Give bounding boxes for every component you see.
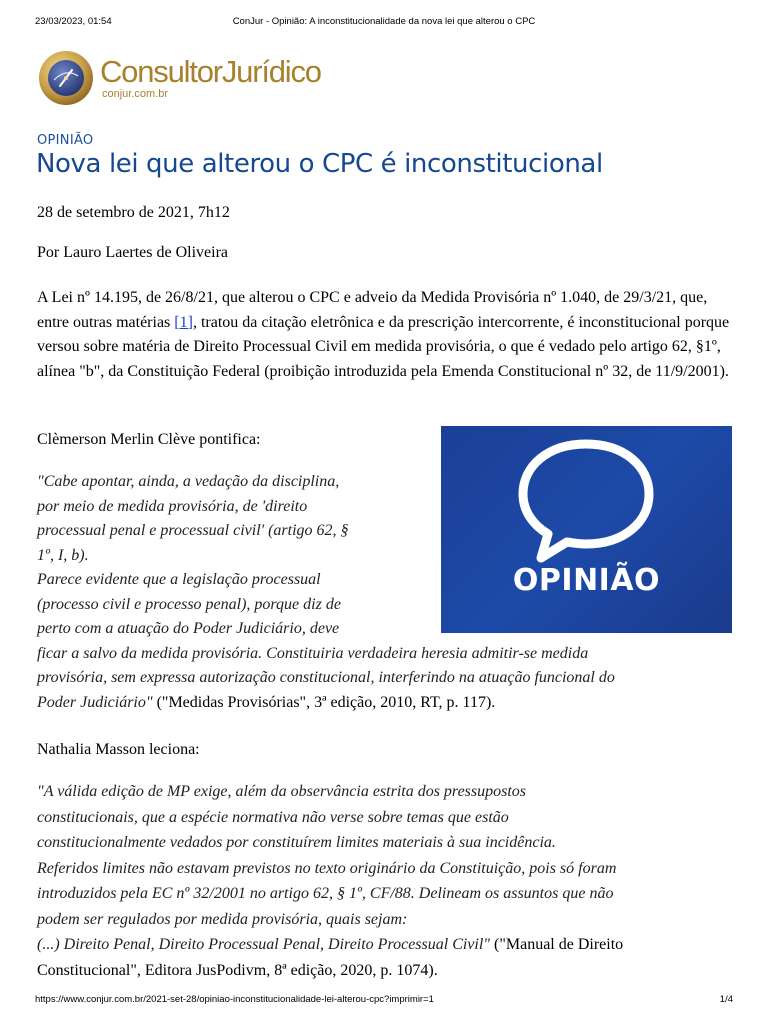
quote-line: Referidos limites não estavam previstos no texto originário da Constituição, pois só foram [37,859,617,877]
quote-line: por meio de medida provisória, de 'direito [37,497,308,515]
logo-domain: conjur.com.br [102,88,169,100]
print-page-title: ConJur - Opinião: A inconstitucionalidade da nova lei que alterou o CPC [232,16,536,27]
footnote-link[interactable]: [1] [174,313,193,331]
quote-line: introduzidos pela EC nº 32/2001 no artigo 62, § 1º, CF/88. Delineam os assuntos que não [37,885,614,902]
quote-intro: Clèmerson Merlin Clève pontifica: [37,431,261,448]
blockquote-cleve [37,470,737,715]
print-datetime: 23/03/2023, 01:54 [35,16,112,27]
section-label[interactable]: OPINIÃO [37,133,94,148]
quote-line: processual penal e processual civil' (artigo 62, § [37,522,349,539]
quote-line: constitucionalmente vedados por constituírem limites materiais à sua incidência. [37,834,556,851]
print-url: https://www.conjur.com.br/2021-set-28/opiniao-inconstitucionalidade-lei-alterou-cpc?imprimir=1 [35,994,434,1005]
quote-line: 1º, I, b). [37,546,89,564]
quote-line: (processo civil e processo penal), porque diz de [37,595,341,613]
quote-line: "Cabe apontar, ainda, a vedação da disciplina, [37,473,340,490]
page-number: 1/4 [719,994,733,1005]
conjur-logo[interactable] [38,50,358,106]
quote-citation: Constitucional", Editora JusPodivm, 8ª edição, 2020, p. 1074). [37,961,438,979]
opinion-image-label: OPINIÃO [512,563,661,598]
quote-line: constitucionais, que a espécie normativa não verse sobre temas que estão [37,808,509,826]
quote-line: perto com a atuação do Poder Judiciário, deve [37,620,340,637]
paragraph-text: , tratou da citação eletrônica e da prescrição intercorrente, é inconstitucional porque versou sobre matéria de Direito Processual Civil em medida provisória, o que é vedado pelo artigo 62, §1º, alínea "b", da Constituição Federal (proibição introduzida pela Emenda Constitucional nº 32, de 11/9/2001). [37,313,730,380]
quote-intro: Nathalia Masson leciona: [37,741,200,758]
quote-line: Parece evidente que a legislação processual [37,571,321,588]
quote-line: (...) Direito Penal, Direito Processual Penal, Direito Processual Civil" [37,936,491,953]
article-headline: Nova lei que alterou o CPC é inconstitucional [36,149,603,179]
logo-wordmark: ConsultorJurídico [100,54,321,89]
quote-line: podem ser regulados por medida provisória, quais sejam: [37,910,408,928]
quote-line: "A válida edição de MP exige, além da observância estrita dos pressupostos [37,783,527,800]
quote-citation: ("Manual de Direito [490,936,624,953]
blockquote-masson [37,779,737,983]
globe-emblem-icon [38,50,94,106]
article-byline: Por Lauro Laertes de Oliveira [37,244,229,261]
paragraph-text: A Lei nº 14.195, de 26/8/21, que alterou o CPC e adveio da Medida Provisória nº 1.040, de 29/3/21, que, entre outras matérias [37,289,708,331]
quote-line: ficar a salvo da medida provisória. Constituiria verdadeira heresia admitir-se medida [37,644,589,662]
quote-citation: ("Medidas Provisórias", 3ª edição, 2010, RT, p. 117). [152,693,496,711]
article-paragraph [37,286,737,384]
quote-line: Poder Judiciário" [37,693,153,711]
article-date: 28 de setembro de 2021, 7h12 [37,204,230,221]
quote-line: provisória, sem expressa autorização constitucional, interferindo na atuação funcional do [37,669,615,686]
